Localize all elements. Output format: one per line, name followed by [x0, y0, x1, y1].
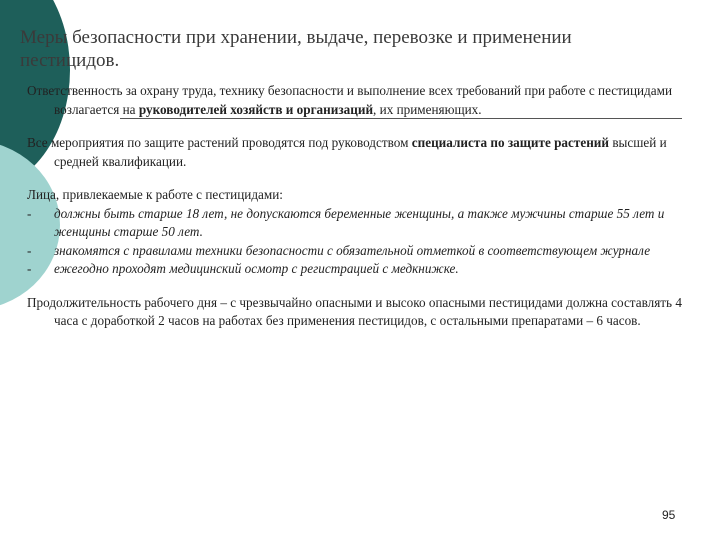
list-dash: -: [27, 242, 32, 258]
slide-title: Меры безопасности при хранении, выдаче, перевозке и применении пестицидов.: [20, 27, 572, 71]
responsibility-bold: руководителей хозяйств и организаций: [138, 101, 374, 117]
persons-lead: Лица, привлекаемые к работе с пестицидами:: [27, 187, 283, 202]
supervision-bold: специалиста по защите растений: [411, 135, 610, 150]
supervision-paragraph: [27, 134, 699, 171]
supervision-text-end: высшей и средней квалификации.: [54, 135, 667, 169]
list-item-text: знакомятся с правилами техники безопасности с обязательной отметкой в соответствующем журнале: [54, 242, 651, 258]
slide-body: [27, 82, 699, 331]
list-item-text: должны быть старше 18 лет, не допускаются беременные женщины, а также мужчины старше 55 лет и женщины старше 50 лет.: [54, 205, 665, 239]
page-number: 95: [662, 508, 676, 522]
list-item-text: ежегодно проходят медицинский осмотр с регистрацией с медкнижке.: [54, 261, 459, 276]
supervision-text: Все мероприятия по защите растений проводятся под руководством: [27, 135, 412, 150]
list-dash: -: [27, 205, 32, 221]
list-item: [27, 260, 699, 279]
list-item: [27, 205, 699, 242]
list-dash: -: [27, 261, 32, 276]
responsibility-text-end: , их применяющих.: [373, 101, 482, 117]
responsibility-text: Ответственность за охрану труда, технику безопасности и выполнение всех требований при работе с пестицидами возлагается на: [27, 83, 673, 117]
responsibility-paragraph: [27, 82, 699, 119]
workday-paragraph: Продолжительность рабочего дня – с чрезвычайно опасными и высоко опасными пестицидами должна составлять 4 часа с доработкой 2 часов на работах без применения пестицидов, с остальными препаратами – 6 часов.: [27, 294, 682, 328]
list-item: [27, 242, 699, 261]
